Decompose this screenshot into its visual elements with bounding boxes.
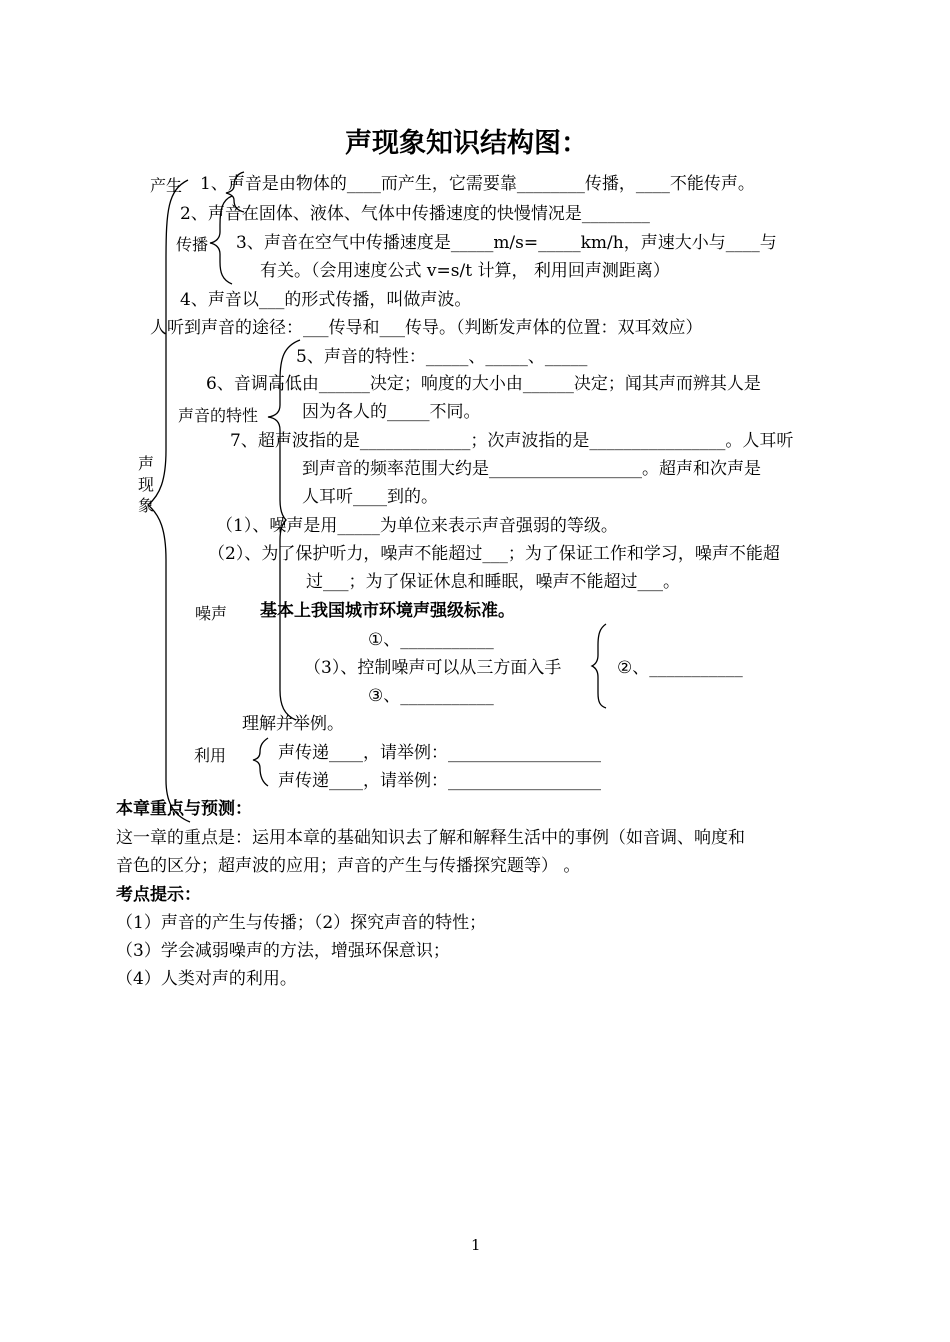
line-7b: 到声音的频率范围大约是__________________。超声和次声是 (302, 459, 761, 479)
tip-item: （1）声音的产生与传播；（2）探究声音的特性； (116, 913, 487, 933)
control-main: （3）、控制噪声可以从三方面入手 (304, 658, 562, 678)
tip-item: （4）人类对声的利用。 (116, 969, 297, 989)
tip-item: （3）学会减弱噪声的方法，增强环保意识； (116, 941, 450, 961)
line-1: 1、声音是由物体的____而产生，它需要靠________传播，____不能传声。 (200, 174, 755, 194)
line-4b: 人听到声音的途径：___传导和___传导。（判断发声体的位置：双耳效应） (150, 318, 703, 338)
noise-2: （2）、为了保护听力，噪声不能超过___；为了保证工作和学习，噪声不能超 (208, 544, 780, 564)
use-2: 声传递____，请举例：__________________ (278, 771, 601, 791)
control-brace (592, 624, 606, 708)
page-number: 1 (471, 1236, 481, 1254)
understand-examples: 理解并举例。 (242, 714, 344, 734)
label-main-char: 象 (138, 496, 155, 515)
line-3: 3、声音在空气中传播速度是_____m/s=_____km/h，声速大小与____与 (236, 233, 777, 253)
line-6b: 因为各人的_____不同。 (302, 402, 481, 422)
noise-1: （1）、噪声是用_____为单位来表示声音强弱的等级。 (216, 516, 618, 536)
control-3: ③、___________ (368, 686, 494, 706)
line-6: 6、音调高低由______决定；响度的大小由______决定；闻其声而辨其人是 (206, 374, 761, 394)
line-3b: 有关。（会用速度公式 v=s/t 计算， 利用回声测距离） (260, 261, 670, 281)
label-chansheng: 产生 (150, 176, 183, 195)
label-chuanbo: 传播 (176, 235, 209, 254)
focus-title: 本章重点与预测： (116, 799, 252, 819)
line-2: 2、声音在固体、液体、气体中传播速度的快慢情况是________ (180, 204, 650, 224)
label-texing: 声音的特性 (178, 406, 259, 425)
line-4: 4、声音以___的形式传播，叫做声波。 (180, 290, 472, 310)
line-5: 5、声音的特性：_____、_____、_____ (296, 347, 588, 367)
focus-text-2: 音色的区分；超声波的应用；声音的产生与传播探究题等） 。 (116, 856, 581, 876)
liyong-brace (253, 738, 268, 786)
label-main-char: 现 (138, 475, 155, 494)
control-1: ①、___________ (368, 630, 494, 650)
focus-text-1: 这一章的重点是：运用本章的基础知识去了解和解释生活中的事例（如音调、响度和 (116, 828, 745, 848)
main-brace (148, 180, 190, 822)
noise-2b: 过___；为了保证休息和睡眠，噪声不能超过___。 (306, 572, 680, 592)
tips-title: 考点提示： (116, 885, 201, 905)
label-liyong: 利用 (194, 746, 227, 765)
control-2: ②、___________ (617, 658, 743, 678)
use-1: 声传递____，请举例：__________________ (278, 743, 601, 763)
page-title: 声现象知识结构图： (345, 128, 588, 159)
label-main-char: 声 (138, 454, 155, 473)
label-zaosheng: 噪声 (195, 604, 228, 623)
line-7: 7、超声波指的是_____________；次声波指的是________________。人耳听 (230, 431, 794, 451)
line-7c: 人耳听____到的。 (302, 487, 438, 507)
noise-standard: 基本上我国城市环境声强级标准。 (260, 601, 515, 621)
label-main (138, 453, 154, 516)
